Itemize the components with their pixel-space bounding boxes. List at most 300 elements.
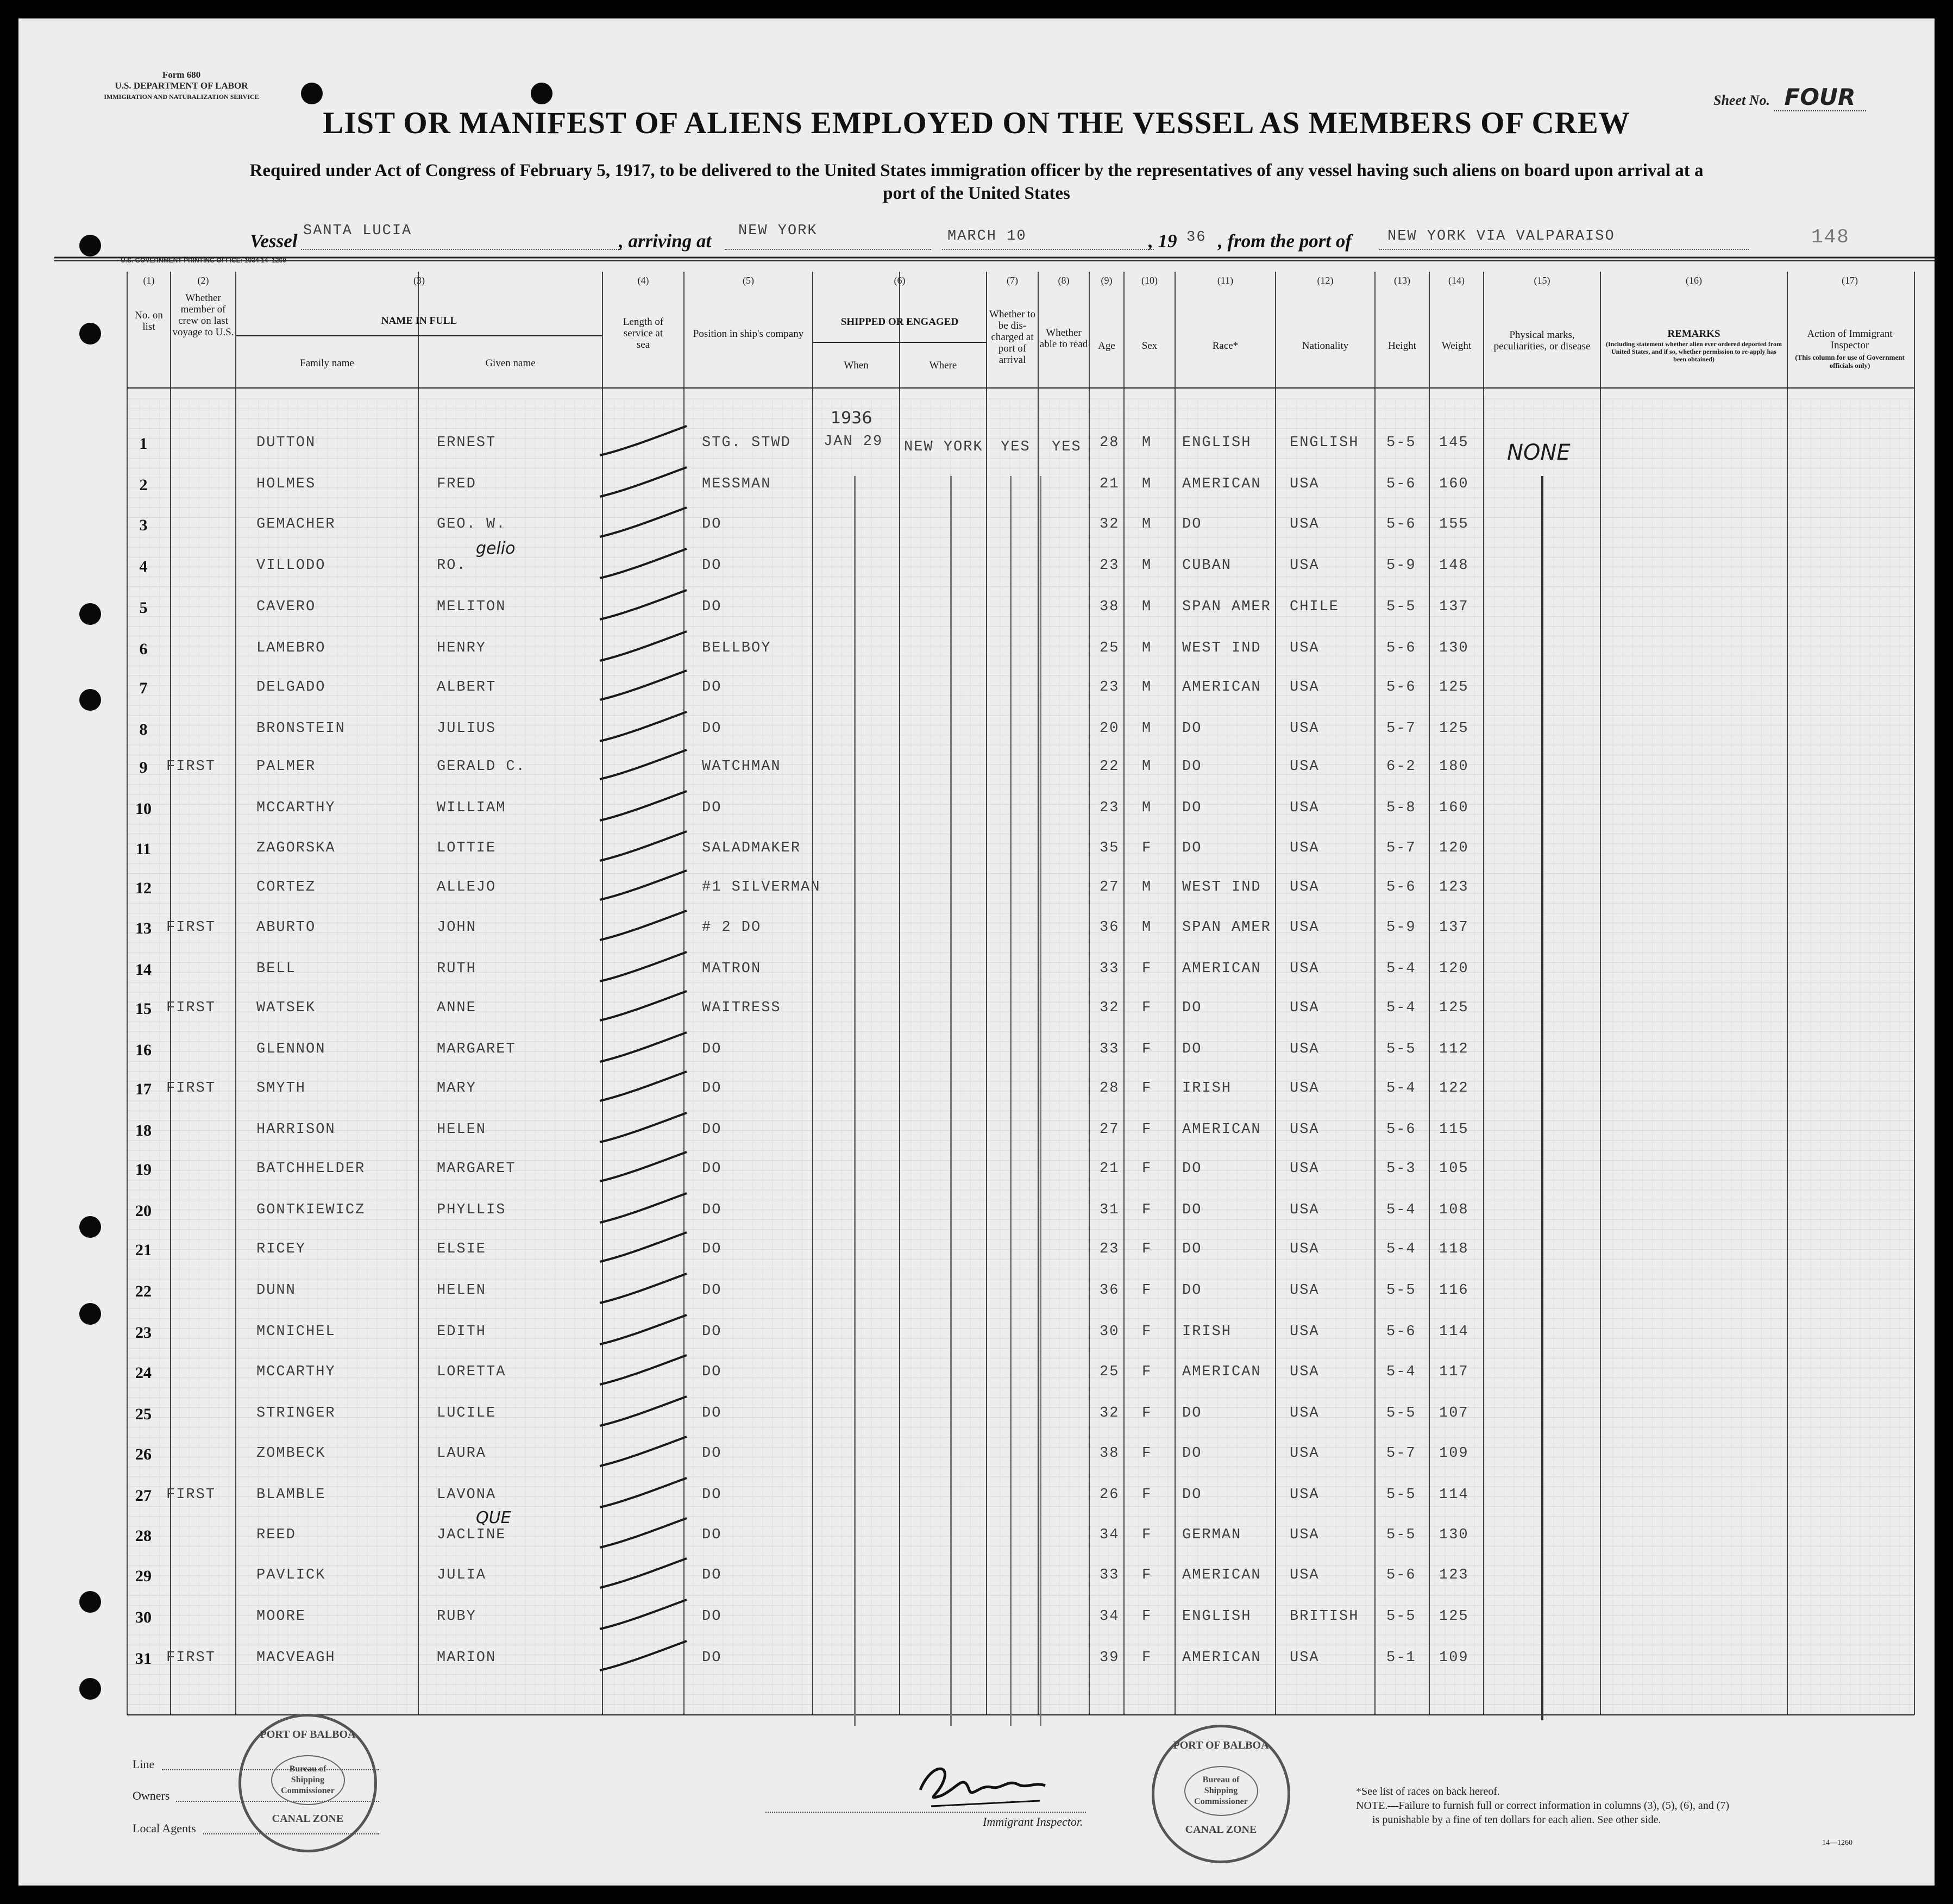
age-cell: 23 [1100, 558, 1120, 574]
race-cell: WEST IND [1182, 640, 1261, 656]
race-cell: DO [1182, 1241, 1202, 1257]
nationality-cell: BRITISH [1290, 1608, 1359, 1625]
sex-cell: M [1142, 679, 1152, 696]
vessel-label: Vessel [250, 230, 298, 252]
race-cell: IRISH [1182, 1080, 1232, 1097]
weight-cell: 107 [1439, 1405, 1469, 1421]
given-name-cell: ELSIE [437, 1241, 487, 1257]
position-cell: # 2 DO [702, 919, 762, 936]
race-cell: IRISH [1182, 1324, 1232, 1340]
position-cell: DO [702, 1650, 722, 1666]
row-number: 27 [135, 1487, 152, 1505]
weight-cell: 123 [1439, 1567, 1469, 1583]
footnote-races: *See list of races on back hereof. [1356, 1786, 1500, 1797]
weight-cell: 125 [1439, 679, 1469, 696]
last-voyage-cell: FIRST [166, 1487, 216, 1503]
race-cell: ENGLISH [1182, 435, 1252, 451]
sex-cell: M [1142, 516, 1152, 533]
row-number: 28 [135, 1527, 152, 1545]
row-number: 6 [139, 640, 148, 658]
footer-form-code: 14—1260 [1822, 1839, 1852, 1847]
table-row [18, 638, 1935, 679]
family-name-cell: BLAMBLE [256, 1487, 326, 1503]
row-number: 23 [135, 1324, 152, 1342]
stamp-middle-text: Bureau of Shipping Commissioner [271, 1755, 345, 1805]
age-cell: 32 [1100, 1000, 1120, 1016]
height-cell: 5-4 [1386, 1364, 1416, 1380]
family-name-cell: RICEY [256, 1241, 306, 1257]
table-row [18, 1606, 1935, 1648]
weight-cell: 130 [1439, 640, 1469, 656]
family-name-cell: CAVERO [256, 599, 316, 615]
punch-hole [79, 323, 101, 345]
nationality-cell: CHILE [1290, 599, 1340, 615]
family-name-cell: BRONSTEIN [256, 721, 346, 737]
column-number: (16) [1686, 275, 1702, 286]
weight-cell: 123 [1439, 879, 1469, 895]
column-number: (5) [743, 275, 754, 286]
header-remarks-note: (Including statement whether alien ever ordered deported from United States, and if so, whether permission to re-apply has been obtained) [1605, 340, 1782, 363]
position-cell: #1 SILVERMAN [702, 879, 821, 895]
gpo-imprint: U.S. GOVERNMENT PRINTING OFFICE: 1934 14–1260 [121, 256, 286, 264]
sex-cell: F [1142, 1122, 1152, 1138]
service-check-mark [594, 707, 703, 751]
service-check-mark [594, 1432, 703, 1476]
able-to-read-value: YES [1052, 439, 1082, 455]
table-row [18, 917, 1935, 959]
given-name-cell: LAVONA [437, 1487, 497, 1503]
sex-cell: F [1142, 1527, 1152, 1543]
height-cell: 6-2 [1386, 759, 1416, 775]
position-cell: DO [702, 1364, 722, 1380]
header-weight: Weight [1441, 340, 1472, 352]
height-cell: 5-5 [1386, 1527, 1416, 1543]
weight-cell: 108 [1439, 1202, 1469, 1218]
age-cell: 34 [1100, 1608, 1120, 1625]
weight-cell: 117 [1439, 1364, 1469, 1380]
table-row [18, 1239, 1935, 1280]
race-cell: WEST IND [1182, 879, 1261, 895]
table-row [18, 1362, 1935, 1403]
weight-cell: 109 [1439, 1445, 1469, 1462]
row-number: 30 [135, 1608, 152, 1626]
given-name-cell: MARGARET [437, 1041, 516, 1057]
footer-owners-label: Owners [133, 1789, 170, 1802]
age-cell: 27 [1100, 879, 1120, 895]
height-cell: 5-5 [1386, 599, 1416, 615]
age-cell: 23 [1100, 1241, 1120, 1257]
row-number: 10 [135, 800, 152, 818]
nationality-cell: USA [1290, 1567, 1320, 1583]
page-subtitle-line1: Required under Act of Congress of February 5, 1917, to be delivered to the United States immigration officer by the representatives of any vessel having such aliens on board upon arrival at a [249, 161, 1704, 180]
column-number: (6) [894, 275, 906, 286]
column-number: (4) [637, 275, 649, 286]
department-name: U.S. DEPARTMENT OF LABOR [115, 80, 248, 91]
position-cell: DO [702, 800, 722, 816]
height-cell: 5-6 [1386, 640, 1416, 656]
given-name-cell: HELEN [437, 1282, 487, 1299]
form-number-block [100, 70, 263, 102]
sex-cell: F [1142, 1041, 1152, 1057]
position-cell: DO [702, 1041, 722, 1057]
service-check-mark [594, 1148, 703, 1191]
age-cell: 25 [1100, 640, 1120, 656]
given-name-cell: LUCILE [437, 1405, 497, 1421]
family-name-cell: DUNN [256, 1282, 296, 1299]
weight-cell: 114 [1439, 1487, 1469, 1503]
given-name-cell: HELEN [437, 1122, 487, 1138]
service-check-mark [594, 1474, 703, 1517]
given-name-cell: LOTTIE [437, 840, 497, 856]
header-name-in-full: NAME IN FULL [381, 315, 457, 327]
column-number: (12) [1317, 275, 1334, 286]
service-check-mark [594, 827, 703, 870]
sex-cell: M [1142, 476, 1152, 492]
weight-cell: 155 [1439, 516, 1469, 533]
height-cell: 5-6 [1386, 476, 1416, 492]
family-name-cell: REED [256, 1527, 296, 1543]
sex-cell: F [1142, 1161, 1152, 1177]
weight-cell: 116 [1439, 1282, 1469, 1299]
race-cell: DO [1182, 1000, 1202, 1016]
row-number: 3 [139, 516, 148, 534]
service-check-mark [594, 1228, 703, 1272]
punch-hole [301, 83, 323, 104]
last-voyage-cell: FIRST [166, 759, 216, 775]
last-voyage-cell: FIRST [166, 1080, 216, 1097]
nationality-cell: USA [1290, 1445, 1320, 1462]
age-cell: 32 [1100, 516, 1120, 533]
height-cell: 5-5 [1386, 1405, 1416, 1421]
nationality-cell: USA [1290, 679, 1320, 696]
service-check-mark [594, 1028, 703, 1072]
row-number: 5 [139, 599, 148, 617]
given-name-cell: PHYLLIS [437, 1202, 506, 1218]
service-check-mark [594, 627, 703, 671]
table-row [18, 597, 1935, 638]
column-number: (3) [413, 275, 425, 286]
departure-port: NEW YORK VIA VALPARAISO [1387, 228, 1615, 245]
discharged-value: YES [1001, 439, 1031, 455]
weight-cell: 125 [1439, 1608, 1469, 1625]
nationality-cell: USA [1290, 1000, 1320, 1016]
service-check-mark [594, 987, 703, 1030]
given-name-cell: GERALD C. [437, 759, 526, 775]
height-cell: 5-6 [1386, 1324, 1416, 1340]
height-cell: 5-4 [1386, 1202, 1416, 1218]
nationality-cell: USA [1290, 558, 1320, 574]
row-number: 12 [135, 879, 152, 897]
vessel-name: SANTA LUCIA [303, 223, 412, 239]
sheet-number-label: Sheet No. [1713, 92, 1770, 108]
sex-cell: F [1142, 1282, 1152, 1299]
position-cell: DO [702, 1567, 722, 1583]
row-number: 18 [135, 1122, 152, 1139]
given-name-cell: RO. [437, 558, 467, 574]
nationality-cell: USA [1290, 879, 1320, 895]
header-no-on-list: No. on list [135, 310, 163, 333]
arrival-year: 36 [1186, 229, 1207, 246]
sex-cell: M [1142, 919, 1152, 936]
given-name-cell: JULIA [437, 1567, 487, 1583]
header-sex: Sex [1141, 340, 1158, 352]
header-race: Race* [1212, 340, 1239, 352]
service-check-mark [594, 544, 703, 588]
position-cell: DO [702, 1608, 722, 1625]
sex-cell: F [1142, 1487, 1152, 1503]
age-cell: 35 [1100, 840, 1120, 856]
height-cell: 5-4 [1386, 961, 1416, 977]
last-voyage-cell: FIRST [166, 919, 216, 936]
nationality-cell: USA [1290, 640, 1320, 656]
age-cell: 28 [1100, 435, 1120, 451]
age-cell: 33 [1100, 1041, 1120, 1057]
row-number: 11 [135, 840, 152, 858]
row-number: 2 [139, 476, 148, 494]
service-check-mark [594, 1189, 703, 1232]
sex-cell: F [1142, 1650, 1152, 1666]
shipped-when: JAN 29 [824, 434, 883, 450]
height-cell: 5-6 [1386, 679, 1416, 696]
last-voyage-cell: FIRST [166, 1000, 216, 1016]
service-check-mark [594, 422, 703, 465]
sex-cell: F [1142, 1608, 1152, 1625]
height-cell: 5-7 [1386, 840, 1416, 856]
height-cell: 5-5 [1386, 1041, 1416, 1057]
race-cell: DO [1182, 759, 1202, 775]
family-name-cell: MCCARTHY [256, 800, 336, 816]
family-name-cell: ZAGORSKA [256, 840, 336, 856]
manifest-sheet [18, 18, 1935, 1886]
row-number: 15 [135, 1000, 152, 1018]
age-cell: 39 [1100, 1650, 1120, 1666]
given-name-cell: ERNEST [437, 435, 497, 451]
family-name-cell: MCNICHEL [256, 1324, 336, 1340]
service-check-mark [594, 1269, 703, 1313]
age-cell: 31 [1100, 1202, 1120, 1218]
nationality-cell: USA [1290, 1650, 1320, 1666]
given-name-handwritten-correction: QUE [476, 1508, 511, 1527]
family-name-cell: BATCHHELDER [256, 1161, 366, 1177]
year-prefix: , 19 [1148, 230, 1177, 252]
row-number: 24 [135, 1364, 152, 1382]
nationality-cell: USA [1290, 1202, 1320, 1218]
position-cell: DO [702, 1527, 722, 1543]
table-row [18, 998, 1935, 1039]
age-cell: 33 [1100, 1567, 1120, 1583]
family-name-cell: WATSEK [256, 1000, 316, 1016]
nationality-cell: USA [1290, 1527, 1320, 1543]
table-row [18, 959, 1935, 1000]
table-row [18, 838, 1935, 879]
race-cell: ENGLISH [1182, 1608, 1252, 1625]
from-underline [1379, 249, 1749, 250]
table-row [18, 798, 1935, 839]
age-cell: 38 [1100, 599, 1120, 615]
row-number: 16 [135, 1041, 152, 1059]
shipped-where: NEW YORK [904, 439, 983, 455]
header-height: Height [1388, 340, 1416, 352]
service-name: IMMIGRATION AND NATURALIZATION SERVICE [104, 93, 259, 101]
nationality-cell: USA [1290, 961, 1320, 977]
weight-cell: 160 [1439, 476, 1469, 492]
position-cell: BELLBOY [702, 640, 771, 656]
family-name-cell: MCCARTHY [256, 1364, 336, 1380]
family-name-cell: MACVEAGH [256, 1650, 336, 1666]
service-check-mark [594, 463, 703, 506]
punch-hole [531, 83, 552, 104]
weight-cell: 137 [1439, 599, 1469, 615]
given-name-cell: MELITON [437, 599, 506, 615]
age-cell: 26 [1100, 1487, 1120, 1503]
row-number: 13 [135, 919, 152, 937]
column-number: (1) [143, 275, 155, 286]
family-name-cell: VILLODO [256, 558, 326, 574]
service-check-mark [594, 1392, 703, 1436]
position-cell: DO [702, 1445, 722, 1462]
weight-cell: 160 [1439, 800, 1469, 816]
position-cell: MESSMAN [702, 476, 771, 492]
sex-cell: F [1142, 1567, 1152, 1583]
given-name-cell: HENRY [437, 640, 487, 656]
footer-agents-label: Local Agents [133, 1821, 196, 1835]
service-check-mark [594, 1514, 703, 1557]
nationality-cell: USA [1290, 1364, 1320, 1380]
header-position: Position in ship's company [693, 328, 804, 340]
position-cell: MATRON [702, 961, 762, 977]
column-number: (7) [1007, 275, 1018, 286]
weight-cell: 115 [1439, 1122, 1469, 1138]
height-cell: 5-9 [1386, 558, 1416, 574]
shipped-year: 1936 [831, 409, 872, 428]
table-row [18, 1443, 1935, 1485]
race-cell: SPAN AMER [1182, 599, 1271, 615]
arriving-port: NEW YORK [738, 223, 818, 239]
nationality-cell: USA [1290, 476, 1320, 492]
age-cell: 21 [1100, 476, 1120, 492]
footnote-penalty-1: NOTE.—Failure to furnish full or correct information in columns (3), (5), (6), and (7) [1356, 1800, 1730, 1812]
age-cell: 21 [1100, 1161, 1120, 1177]
height-cell: 5-6 [1386, 516, 1416, 533]
header-physical-marks: Physical marks, peculiarities, or disease [1493, 329, 1591, 352]
column-number: (10) [1141, 275, 1158, 286]
table-row [18, 756, 1935, 798]
weight-cell: 125 [1439, 1000, 1469, 1016]
physical-marks-value: NONE [1507, 440, 1571, 465]
table-row [18, 1321, 1935, 1363]
race-cell: AMERICAN [1182, 1122, 1261, 1138]
race-cell: DO [1182, 800, 1202, 816]
sex-cell: F [1142, 840, 1152, 856]
service-check-mark [594, 866, 703, 910]
given-name-cell: MARION [437, 1650, 497, 1666]
table-row [18, 1508, 1935, 1566]
nationality-cell: USA [1290, 721, 1320, 737]
position-cell: DO [702, 558, 722, 574]
given-name-cell: MARGARET [437, 1161, 516, 1177]
race-cell: AMERICAN [1182, 476, 1261, 492]
nationality-cell: USA [1290, 1487, 1320, 1503]
family-name-cell: GLENNON [256, 1041, 326, 1057]
race-cell: DO [1182, 1041, 1202, 1057]
height-cell: 5-6 [1386, 1122, 1416, 1138]
row-number: 20 [135, 1202, 152, 1220]
family-name-cell: SMYTH [256, 1080, 306, 1097]
header-able-to-read: Whether able to read [1039, 327, 1088, 350]
nationality-cell: USA [1290, 1080, 1320, 1097]
age-cell: 22 [1100, 759, 1120, 775]
service-check-mark [594, 503, 703, 547]
service-check-mark [594, 787, 703, 830]
weight-cell: 130 [1439, 1527, 1469, 1543]
height-cell: 5-8 [1386, 800, 1416, 816]
age-cell: 36 [1100, 919, 1120, 936]
age-cell: 34 [1100, 1527, 1120, 1543]
page-title: LIST OR MANIFEST OF ALIENS EMPLOYED ON THE VESSEL AS MEMBERS OF CREW [323, 106, 1630, 140]
weight-cell: 180 [1439, 759, 1469, 775]
family-name-cell: BELL [256, 961, 296, 977]
stamp-middle-text: Bureau of Shipping Commissioner [1184, 1766, 1258, 1816]
nationality-cell: ENGLISH [1290, 435, 1359, 451]
row-number: 7 [139, 679, 148, 697]
given-name-cell: MARY [437, 1080, 476, 1097]
nationality-cell: USA [1290, 800, 1320, 816]
nationality-cell: USA [1290, 1041, 1320, 1057]
inspector-signature [909, 1757, 1051, 1817]
race-cell: DO [1182, 1405, 1202, 1421]
given-name-cell: ALBERT [437, 679, 497, 696]
service-check-mark [594, 1637, 703, 1680]
row-number: 25 [135, 1405, 152, 1423]
nationality-cell: USA [1290, 1122, 1320, 1138]
nationality-cell: USA [1290, 516, 1320, 533]
service-check-mark [594, 1108, 703, 1152]
given-name-cell: ALLEJO [437, 879, 497, 895]
height-cell: 5-5 [1386, 435, 1416, 451]
row-number: 29 [135, 1567, 152, 1585]
sex-cell: F [1142, 1405, 1152, 1421]
arriving-underline [725, 249, 931, 250]
age-cell: 28 [1100, 1080, 1120, 1097]
table-row [18, 1403, 1935, 1444]
column-number: (2) [197, 275, 209, 286]
footnote-penalty-2: is punishable by a fine of ten dollars for each alien. See other side. [1372, 1814, 1661, 1826]
table-row [18, 1565, 1935, 1606]
age-cell: 32 [1100, 1405, 1120, 1421]
footer-line-label: Line [133, 1757, 155, 1771]
family-name-cell: HOLMES [256, 476, 316, 492]
header-remarks: REMARKS [1667, 328, 1720, 340]
row-number: 21 [135, 1241, 152, 1259]
height-cell: 5-5 [1386, 1608, 1416, 1625]
position-cell: WATCHMAN [702, 759, 781, 775]
height-cell: 5-5 [1386, 1282, 1416, 1299]
height-cell: 5-3 [1386, 1161, 1416, 1177]
header-action-note: (This column for use of Government officials only) [1795, 353, 1905, 369]
table-row [18, 1158, 1935, 1200]
age-cell: 36 [1100, 1282, 1120, 1299]
race-cell: DO [1182, 840, 1202, 856]
given-name-cell: GEO. W. [437, 516, 506, 533]
height-cell: 5-9 [1386, 919, 1416, 936]
position-cell: SALADMAKER [702, 840, 801, 856]
weight-cell: 125 [1439, 721, 1469, 737]
header-where: Where [929, 360, 957, 371]
column-number: (11) [1217, 275, 1234, 286]
header-action-inspector: Action of Immigrant Inspector [1807, 328, 1893, 351]
height-cell: 5-4 [1386, 1241, 1416, 1257]
table-row [18, 1119, 1935, 1161]
